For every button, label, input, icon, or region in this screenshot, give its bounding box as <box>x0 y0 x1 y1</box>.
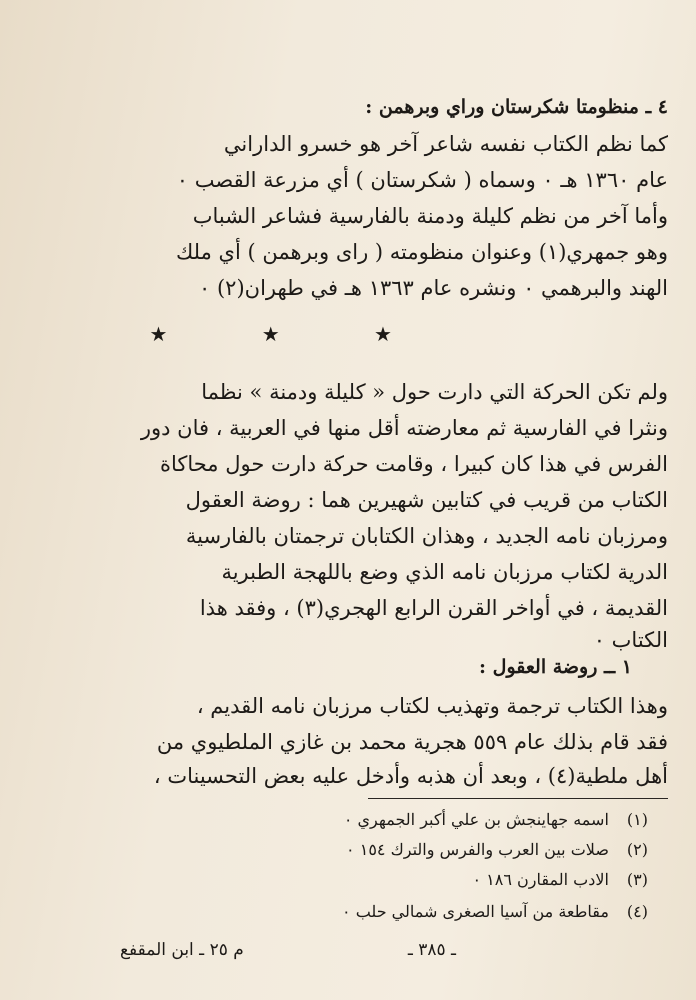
footnote-1 <box>0 810 648 829</box>
footnote-text: صلات بين العرب والفرس والترك ١٥٤ ٠ <box>346 840 609 859</box>
footnote-text: الادب المقارن ١٨٦ ٠ <box>472 870 609 889</box>
footnote-3 <box>0 870 648 889</box>
footnote-2 <box>0 840 648 859</box>
section-separator-stars: ★ ★ ★ <box>149 322 436 346</box>
footnote-text: مقاطعة من آسيا الصغرى شمالي حلب ٠ <box>342 902 609 921</box>
paragraph-line: القديمة ، في أواخر القرن الرابع الهجري(٣) ، وفقد هذا <box>199 596 668 620</box>
paragraph-line: ولم تكن الحركة التي دارت حول « كليلة ودمنة » نظما <box>201 380 668 404</box>
paragraph-line: ونثرا في الفارسية ثم معارضته أقل منها في العربية ، فان دور <box>140 416 668 440</box>
signature-mark: م ٢٥ ـ ابن المقفع <box>120 940 244 960</box>
paragraph-line: ومرزبان نامه الجديد ، وهذان الكتابان ترجمتان بالفارسية <box>185 524 668 548</box>
section-4-line: كما نظم الكتاب نفسه شاعر آخر هو خسرو الداراني <box>223 132 668 156</box>
section-4-line: وأما آخر من نظم كليلة ودمنة بالفارسية فشاعر الشباب <box>192 204 668 228</box>
paragraph-line: الفرس في هذا كان كبيرا ، وقامت حركة دارت حول محاكاة <box>159 452 668 476</box>
paragraph-line: الكتاب ٠ <box>593 628 668 652</box>
section-4-heading: ٤ ـ منظومتا شكرستان وراي وبرهمن : <box>365 96 668 118</box>
footnote-divider <box>368 798 668 799</box>
footnote-number: (١) <box>626 810 648 829</box>
paragraph-line: الدرية لكتاب مرزبان نامه الذي وضع باللهجة الطبرية <box>221 560 668 584</box>
section-1-line: أهل ملطية(٤) ، وبعد أن هذبه وأدخل عليه بعض التحسينات ، <box>153 764 668 788</box>
footnote-number: (٣) <box>626 870 648 889</box>
section-4-line: الهند والبرهمي ٠ ونشره عام ١٣٦٣ هـ في طهران(٢) ٠ <box>199 276 668 300</box>
footnote-number: (٢) <box>626 840 648 859</box>
footnote-4 <box>0 902 648 921</box>
section-1-line: وهذا الكتاب ترجمة وتهذيب لكتاب مرزبان نامه القديم ، <box>196 694 668 718</box>
page-number: ـ ٣٨٥ ـ <box>407 940 456 960</box>
footnote-text: اسمه جهاينجش بن علي أكبر الجمهري ٠ <box>343 810 609 829</box>
section-4-line: عام ١٣٦٠ هـ ٠ وسماه ( شكرستان ) أي مزرعة القصب ٠ <box>176 168 668 192</box>
section-1-line: فقد قام بذلك عام ٥٥٩ هجرية محمد بن غازي الملطيوي من <box>156 730 668 754</box>
footnote-number: (٤) <box>626 902 648 921</box>
paragraph-line: الكتاب من قريب في كتابين شهيرين هما : روضة العقول <box>185 488 668 512</box>
section-1-heading: ١ ــ روضة العقول : <box>479 656 632 678</box>
section-4-line: وهو جمهري(١) وعنوان منظومته ( راى وبرهمن ) أي ملك <box>175 240 668 264</box>
